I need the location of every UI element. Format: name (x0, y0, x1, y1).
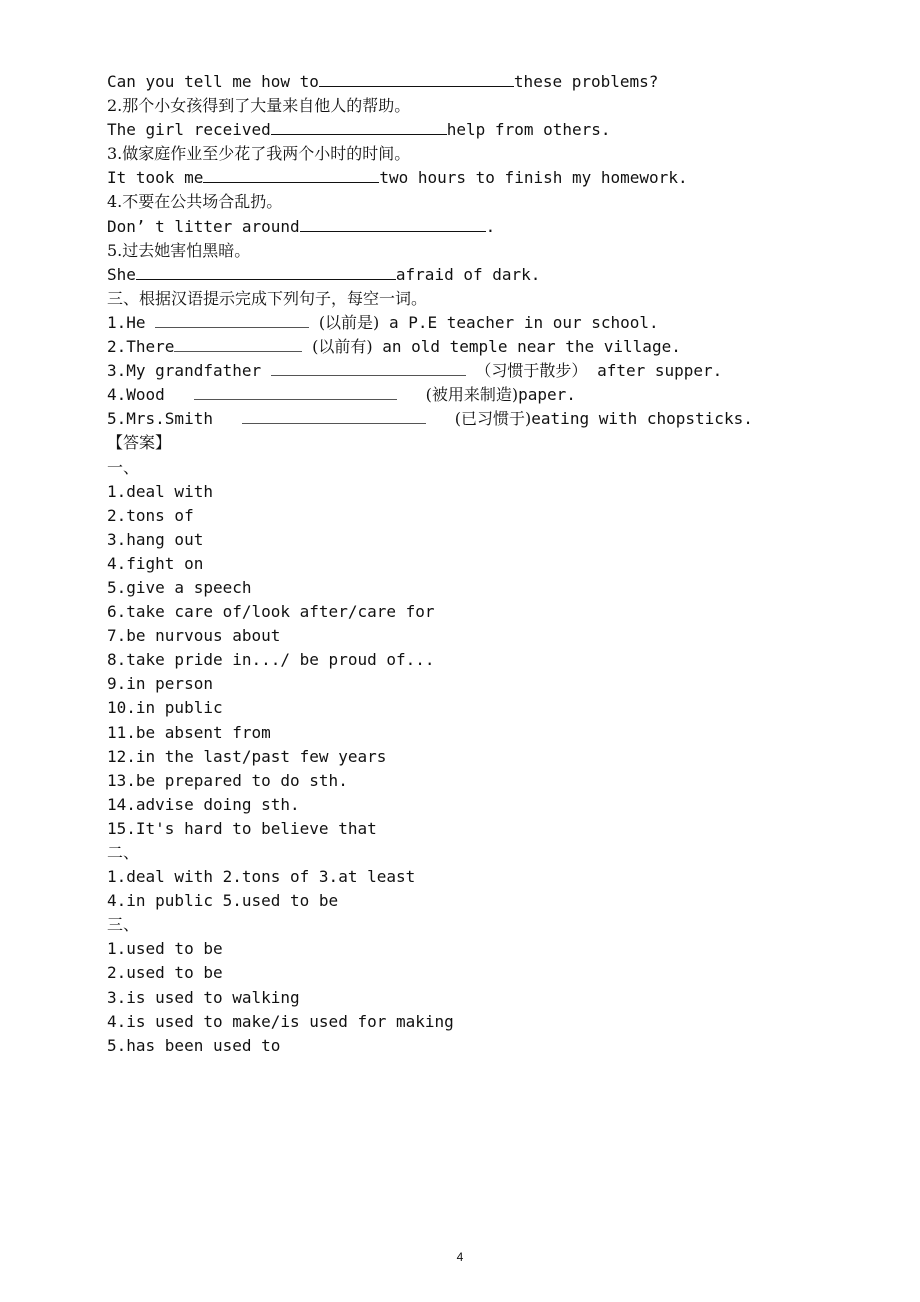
section-3-heading: 三、根据汉语提示完成下列句子，每空一词。 (107, 288, 428, 308)
chinese-hint: (被用来制造) (425, 385, 519, 405)
sentence-text: afraid of dark. (395, 264, 541, 284)
part3-item-4 (107, 383, 867, 407)
sentence-text: these problems? (513, 72, 659, 91)
chinese-hint: (已习惯于) (454, 409, 532, 429)
answer-item: 11.be absent from (107, 722, 271, 742)
answer-item: 12.in the last/past few years (107, 746, 387, 766)
sentence-text: Can you tell me how to (107, 72, 319, 91)
answers-section-1-label: 一、 (107, 457, 140, 477)
item-text: 4.Wood (107, 385, 165, 405)
item-text: 5.Mrs.Smith (107, 409, 213, 429)
sentence-4-chinese: 4.不要在公共场合乱扔。 (107, 192, 283, 212)
item-text: 1.He (107, 312, 146, 332)
sentence-3-english (107, 166, 867, 190)
answer-item: 9.in person (107, 674, 213, 694)
answer-blank[interactable] (194, 383, 397, 400)
part3-item-5 (107, 407, 867, 431)
answer-blank[interactable] (300, 215, 486, 232)
answers-section-3-label: 三、 (107, 915, 140, 935)
item-text: a P.E teacher in our school. (388, 312, 659, 332)
answer-item: 1.used to be (107, 939, 223, 959)
sentence-text: help from others. (446, 120, 611, 140)
answer-blank[interactable] (242, 407, 426, 424)
answer-item: 15.It's hard to believe that (107, 818, 377, 838)
answers-section-2-label: 二、 (107, 843, 140, 862)
answer-item: 1.deal with 2.tons of 3.at least (107, 867, 416, 887)
part3-item-2 (107, 335, 867, 359)
answer-item: 4.is used to make/is used for making (107, 1011, 454, 1031)
answer-item: 5.give a speech (107, 577, 252, 597)
answer-blank[interactable] (319, 70, 514, 87)
answer-blank[interactable] (174, 335, 302, 352)
answer-item: 1.deal with (107, 481, 213, 501)
answer-item: 13.be prepared to do sth. (107, 770, 348, 790)
sentence-2-english (107, 118, 867, 142)
answers-title: 【答案】 (107, 433, 172, 453)
answer-item: 3.hang out (107, 529, 204, 549)
sentence-4-english (107, 215, 867, 239)
chinese-hint: （习惯于散步） (475, 361, 588, 381)
sentence-3-chinese: 3.做家庭作业至少花了我两个小时的时间。 (107, 144, 411, 164)
sentence-text: two hours to finish my homework. (379, 168, 688, 188)
item-text: paper. (518, 385, 576, 405)
answer-item: 10.in public (107, 698, 223, 718)
sentence-text: . (485, 216, 496, 236)
item-text: an old temple near the village. (382, 337, 681, 357)
answer-item: 4.in public 5.used to be (107, 891, 339, 911)
item-text: after supper. (597, 361, 723, 381)
sentence-5-english (107, 263, 867, 287)
answer-item: 8.take pride in.../ be proud of... (107, 650, 435, 670)
answer-item: 3.is used to walking (107, 987, 300, 1007)
answer-blank[interactable] (271, 118, 447, 135)
chinese-hint: (以前有) (312, 337, 373, 357)
chinese-hint: (以前是) (318, 312, 380, 332)
page-number: 4 (456, 1250, 464, 1264)
answer-item: 14.advise doing sth. (107, 794, 300, 814)
answer-item: 7.be nurvous about (107, 626, 281, 646)
answer-item: 5.has been used to (107, 1035, 281, 1055)
answer-item: 6.take care of/look after/care for (107, 602, 435, 622)
answer-item: 4.fight on (107, 553, 204, 573)
sentence-text: The girl received (107, 120, 271, 140)
sentence-text: Don’ t litter around (107, 216, 300, 236)
item-text: 3.My grandfather (107, 361, 262, 381)
answer-item: 2.used to be (107, 963, 223, 983)
sentence-5-chinese: 5.过去她害怕黑暗。 (107, 240, 251, 260)
sentence-text: She (107, 264, 136, 284)
item-text: 2.There (107, 337, 175, 357)
item-text: eating with chopsticks. (531, 409, 753, 429)
sentence-text: It took me (107, 168, 204, 188)
page-content (107, 70, 867, 1058)
sentence-1-english (107, 70, 867, 94)
answer-blank[interactable] (203, 166, 379, 183)
sentence-2-chinese: 2.那个小女孩得到了大量来自他人的帮助。 (107, 96, 411, 116)
answer-blank[interactable] (155, 311, 309, 328)
answer-item: 2.tons of (107, 505, 194, 525)
answer-blank[interactable] (271, 359, 466, 376)
answer-blank[interactable] (136, 263, 396, 280)
part3-item-1 (107, 311, 867, 335)
part3-item-3 (107, 359, 867, 383)
